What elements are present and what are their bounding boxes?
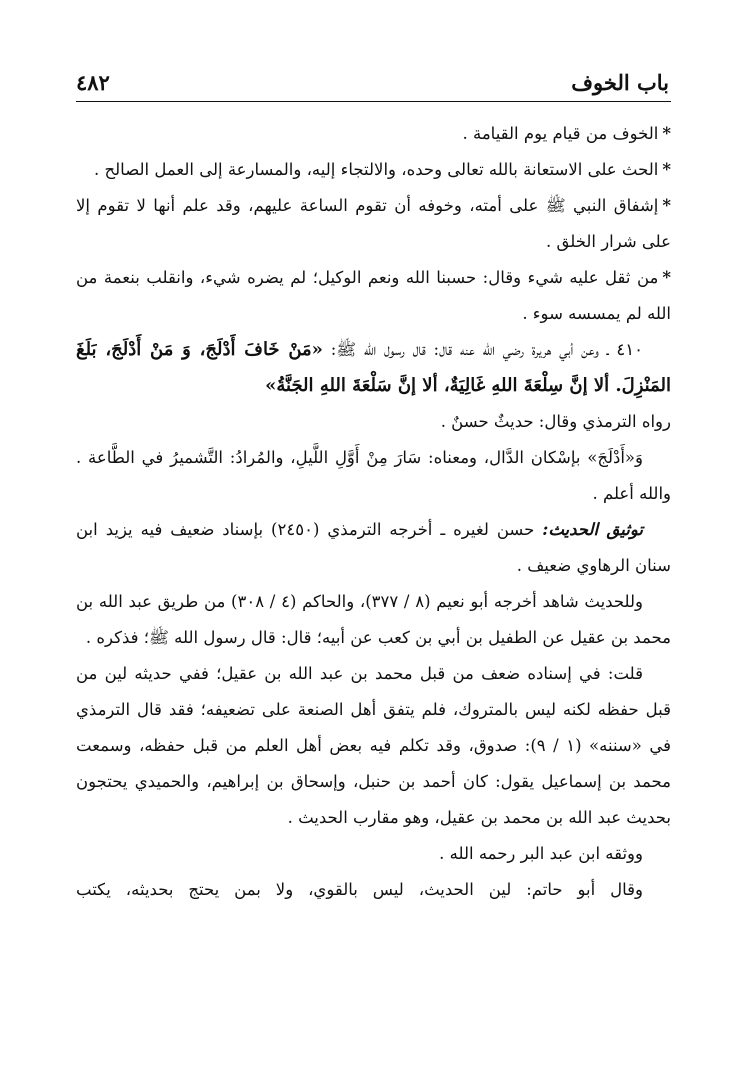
hadith-matn: «مَنْ خَافَ أَدْلَجَ، وَ مَنْ أَدْلَجَ، بَلَغَ المَنْزِلَ. ألا إنَّ سِلْعَةَ اللهِ غَالِيَةٌ، ألا إنَّ سَلْعَةَ اللهِ الجَنَّةُ»	[76, 339, 671, 396]
bullet-item: *من ثقل عليه شيء وقال: حسبنا الله ونعم الوكيل؛ لم يضره شيء، وانقلب بنعمة من الله لم يمسسه سوء .	[76, 268, 671, 323]
paragraph: وقال أبو حاتم: لين الحديث، ليس بالقوي، ولا بمن يحتج بحديثه، يكتب	[76, 880, 643, 899]
takhrij	[76, 512, 671, 584]
hadith-source: رواه الترمذي وقال: حديثٌ حسنٌ .	[440, 412, 671, 431]
hadith-text	[76, 332, 671, 404]
paragraph: ووثقه ابن عبد البر رحمه الله .	[439, 844, 643, 863]
hadith-intro: ٤١٠ ـ وعن أبي هريرة رضي الله عنه قال: قال رسول الله ﷺ:	[330, 340, 643, 359]
paragraph: قلت: في إسناده ضعف من قبل محمد بن عبد الله بن عقيل؛ ففي حديثه لين من قبل حفظه لكنه ليس بالمتروك، فلم يتفق أهل الصنعة على تضعيفه؛ فقد قال الترمذي في «سننه» (١ / ٩): صدوق، وقد تكلم فيه بعض أهل العلم من قبل حفظه، وسمعت محمد بن إسماعيل يقول: كان أحمد بن حنبل، وإسحاق بن إبراهيم، والحميدي يحتجون بحديث عبد الله بن محمد بن عقيل، وهو مقارب الحديث .	[76, 664, 671, 827]
page-header	[76, 70, 671, 102]
bullet-item: *الخوف من قيام يوم القيامة .	[462, 124, 671, 143]
explanation: وَ«أَدْلَجَ» بإسْكان الدَّال، ومعناه: سَارَ مِنْ أَوَّلِ اللَّيلِ، والمُرادُ: التَّشميرُ في الطَّاعة . والله أعلم .	[76, 448, 671, 503]
chapter-title: باب الخوف	[571, 70, 669, 95]
page-number: ٤٨٢	[76, 70, 110, 95]
takhrij-text: حسن لغيره ـ أخرجه الترمذي (٢٤٥٠) بإسناد ضعيف فيه يزيد ابن سنان الرهاوي ضعيف .	[76, 520, 671, 575]
paragraph: وللحديث شاهد أخرجه أبو نعيم (٨ / ٣٧٧)، والحاكم (٤ / ٣٠٨) من طريق عبد الله بن محمد بن عقيل عن الطفيل بن أبي بن كعب عن أبيه؛ قال: قال رسول الله ﷺ؛ فذكره .	[76, 592, 671, 647]
bullet-item: *إشفاق النبي ﷺ على أمته، وخوفه أن تقوم الساعة عليهم، وقد علم أنها لا تقوم إلا على شرار الخلق .	[76, 196, 671, 251]
takhrij-label: توثيق الحديث:	[542, 520, 643, 539]
page-body	[76, 116, 671, 908]
bullet-item: *الحث على الاستعانة بالله تعالى وحده، والالتجاء إليه، والمسارعة إلى العمل الصالح .	[94, 160, 671, 179]
